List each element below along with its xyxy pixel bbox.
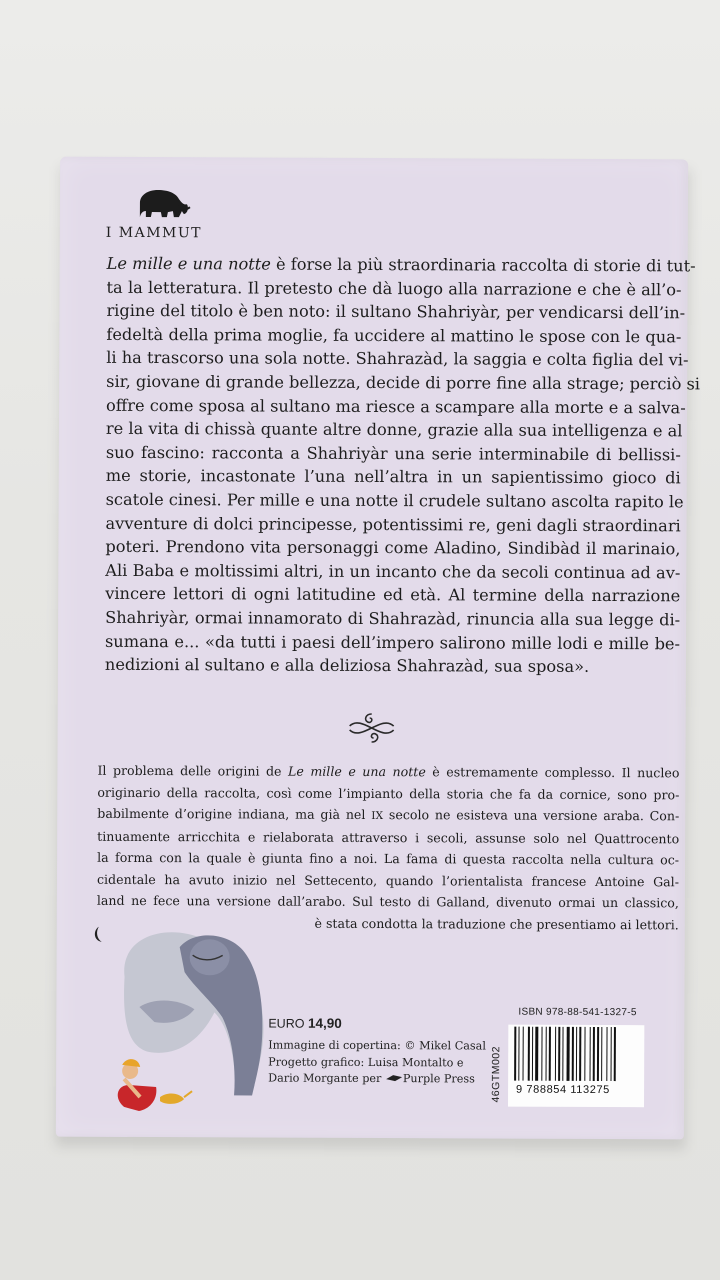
synopsis-paragraph	[104, 252, 701, 679]
barcode-bar	[528, 1027, 530, 1081]
text-line: cidentale ha avuto inizio nel Settecento, quando l’orientalista francese Antoine Gal-	[96, 871, 680, 889]
isbn-label: ISBN 978-88-541-1327-5	[518, 1006, 637, 1019]
text-line: la forma con la quale è giunta fino a noi. La fama di questa raccolta nella cultura oc-	[97, 849, 680, 868]
barcode-bar	[611, 1027, 612, 1081]
crescent-moon-icon	[95, 927, 102, 942]
barcode-bar	[535, 1027, 538, 1081]
text-line: poteri. Prendono vita personaggi come Aladino, Sindibàd il marinaio,	[105, 536, 681, 559]
barcode-bar	[597, 1027, 599, 1081]
barcode-bar	[567, 1027, 570, 1081]
text-line: tinuamente arricchita e rielaborata attraverso i secoli, assunse solo nel Quattrocento	[97, 828, 680, 846]
text-line: vincere lettori di ogni latitudine ed età. Al termine della narrazione	[105, 584, 681, 606]
barcode-bar	[541, 1027, 542, 1081]
text-line: ta la letteratura. Il pretesto che dà luogo alla narrazione e che è all’o-	[106, 277, 682, 299]
text-line: me storie, incastonate l’una nell’altra in un sapientissimo gioco di	[105, 466, 681, 488]
text-line: land ne fece una versione dall’arabo. Sul testo di Galland, divenuto ormai un classico,	[96, 892, 679, 911]
barcode-bar	[590, 1027, 591, 1081]
barcode-bar	[518, 1027, 519, 1081]
barcode-bar	[606, 1027, 607, 1081]
text-line: nedizioni al sultano e alla deliziosa Shahrazàd, sua sposa».	[104, 654, 590, 677]
credit-cover-image: Immagine di copertina: © Mikel Casal	[268, 1038, 486, 1053]
barcode-bar	[555, 1027, 556, 1081]
text-line: originario della raccolta, così come l’impianto della storia che fa da cornice, sono pro-	[97, 784, 680, 802]
purple-press-logo-icon	[385, 1073, 403, 1082]
text-line: offre come sposa al sultano ma riesce a scampare alla morte e a salva-	[106, 395, 686, 417]
barcode-bar	[584, 1027, 585, 1081]
credit-design: Progetto grafico: Luisa Montalto e	[268, 1055, 464, 1069]
text-line: babilmente d’origine indiana, ma già nel IX secolo ne esisteva una versione araba. Con-	[97, 805, 680, 824]
credits-block	[268, 1038, 486, 1088]
barcode-bar	[601, 1027, 602, 1081]
text-line: rigine del titolo è ben noto: il sultano Shahriyàr, per vendicarsi dell’in-	[106, 301, 686, 323]
barcode-bar	[562, 1027, 563, 1081]
text-line: avventure di dolci principesse, potentissimi re, geni dagli straordinari	[105, 513, 681, 535]
barcode-bar	[558, 1027, 560, 1081]
text-line: scatole cinesi. Per mille e una notte il crudele sultano ascolta rapito le	[105, 489, 684, 512]
text-line: li ha trascorso una sola notte. Shahrazàd, la saggia e colta figlia del vi-	[106, 348, 689, 370]
barcode-bar	[572, 1027, 574, 1081]
text-line: re la vita di chissà quante altre donne, grazie alla sua intelligenza e al	[105, 418, 683, 441]
barcode-number: 9 788854 113275	[516, 1083, 610, 1097]
text-line: è stata condotta la traduzione che presentiamo ai lettori.	[314, 915, 679, 932]
series-name: I MAMMUT	[105, 224, 203, 242]
price-amount: 14,90	[307, 1015, 342, 1031]
barcode-bar	[579, 1027, 581, 1081]
book-back-cover	[56, 157, 701, 1140]
barcode-bar	[546, 1027, 547, 1081]
barcode-bar	[532, 1027, 533, 1081]
price-label	[268, 1016, 341, 1031]
fleuron-ornament-icon	[346, 710, 398, 746]
genie-lamp-illustration	[84, 917, 285, 1118]
text-line: suo fascino: racconta a Shahriyàr una serie interminabile di bellissi-	[105, 442, 681, 465]
barcode-bar	[593, 1027, 595, 1081]
text-line: Le mille e una notte è forse la più straordinaria raccolta di storie di tut-	[106, 253, 696, 276]
price-currency: EURO	[268, 1016, 305, 1031]
barcode-bar	[549, 1027, 551, 1081]
text-line: sumana e... «da tutti i paesi dell’impero salirono mille lodi e mille be-	[104, 631, 681, 653]
credit-designer-publisher: Dario Morgante per Purple Press	[268, 1071, 475, 1086]
product-code: 46GTM002	[490, 1045, 503, 1103]
mammoth-icon	[132, 187, 192, 221]
series-logo	[106, 187, 202, 241]
barcode-bar	[614, 1027, 616, 1081]
text-line: Shahriyàr, ormai innamorato di Shahrazàd, rinuncia alla sua legge di-	[105, 607, 681, 630]
text-line: sir, giovane di grande bellezza, decide di porre fine alla strage; perciò si	[106, 371, 701, 394]
barcode-bar	[576, 1027, 577, 1081]
barcode-bar	[523, 1027, 524, 1081]
text-line: Il problema delle origini de Le mille e una notte è estremamente complesso. Il nucleo	[97, 762, 680, 781]
origins-note-paragraph	[97, 760, 680, 936]
text-line: fedeltà della prima moglie, fa uccidere al mattino le spose con le qua-	[106, 324, 682, 347]
barcode-bar	[514, 1027, 516, 1081]
text-line: Ali Baba e moltissimi altri, in un incanto che da secoli continua ad av-	[105, 560, 681, 583]
barcode	[508, 1025, 644, 1084]
